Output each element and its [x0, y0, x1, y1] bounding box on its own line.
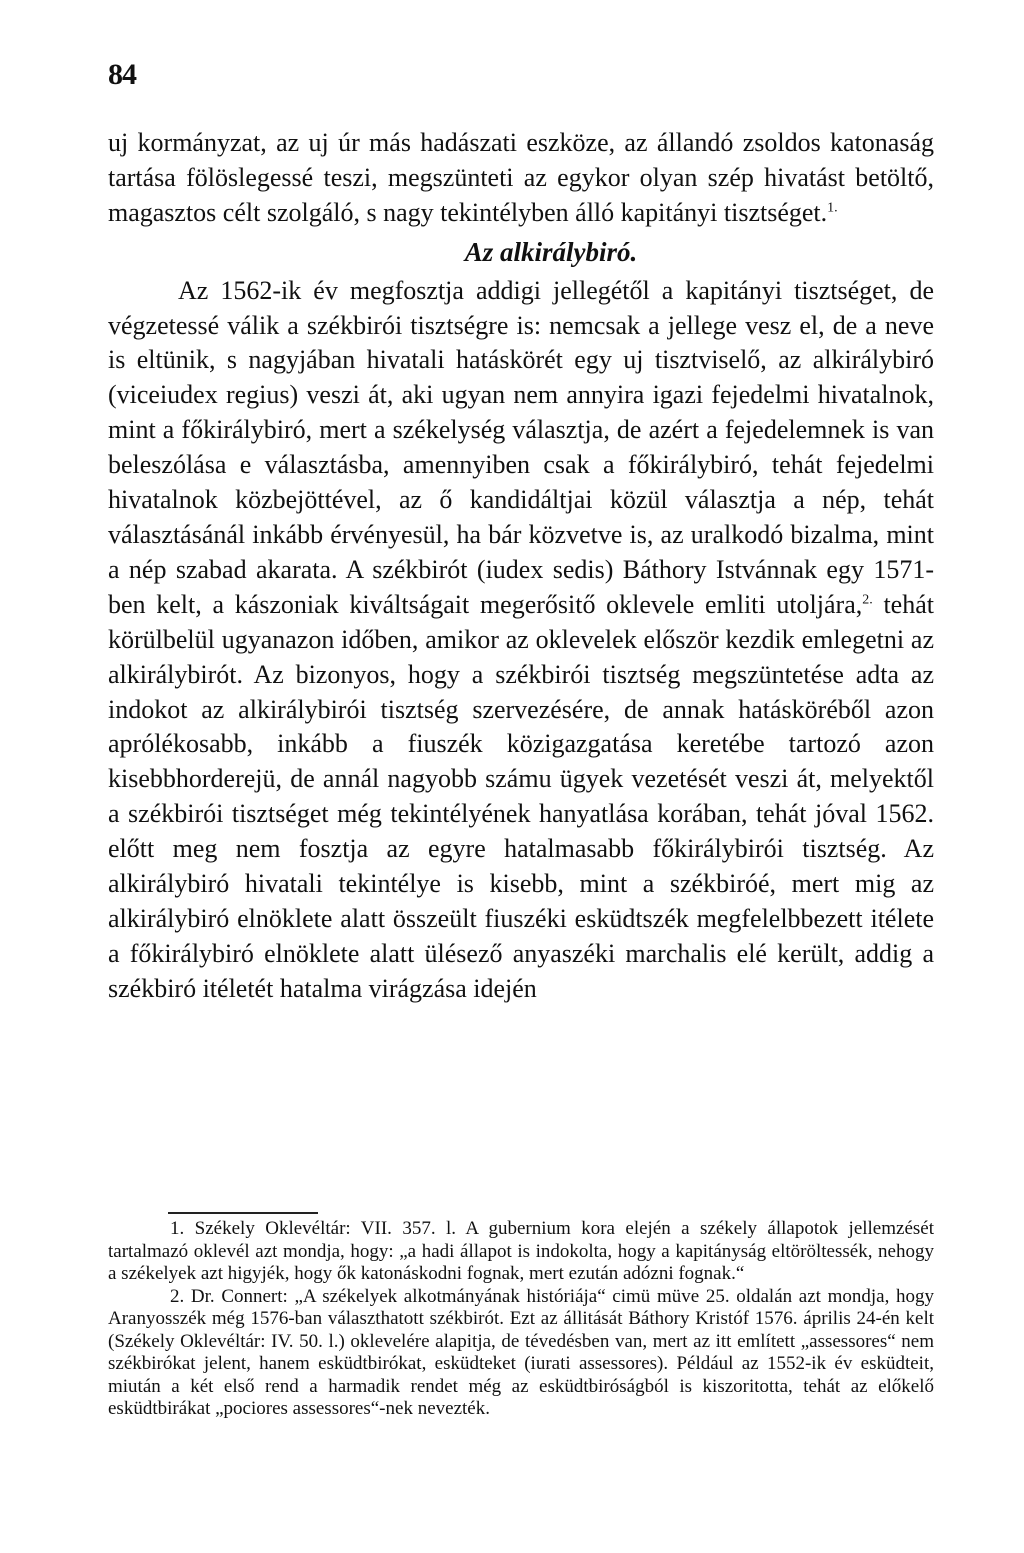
footnote-2: 2. Dr. Connert: „A székelyek alkotmányának históriája“ cimü müve 25. oldalán azt mondja, hogy Aranyosszék még 1576-ban választhatott székbirót. Ezt az állitását Báthory Kristóf 1576. április 24-én kelt (Székely Oklevéltár: IV. 50. l.) oklevelére alapitja, de tévedésben van, mert az itt említett „assessores“ nem székbirókat jelent, hanem esküdtbirókat, esküdteket (iurati assessores). Például az 1552-ik év esküdteit, miután a két első rend a harmadik rendet még az esküdtbiróságból is kiszoritotta, tehát az előkelő esküdtbirákat „pociores assessores“-nek nevezték. — [108, 1285, 934, 1419]
footnote-ref-1: 1. — [827, 200, 838, 216]
paragraph-1 — [108, 126, 934, 231]
footnote-ref-2: 2. — [862, 592, 873, 608]
paragraph-2-text-a: Az 1562-ik év megfosztja addigi jellegétől a kapitányi tisztséget, de végzetessé válik a székbirói tisztségre is: nemcsak a jellege vesz el, de a neve is eltünik, s nagyjában hivatali hatáskörét egy uj tisztviselő, az alkirálybiró (viceiudex regius) veszi át, aki ugyan nem annyira igazi fejedelmi hivatalnok, mint a főkirálybiró, mert a székelység választja, de azért a fejedelemnek is van beleszólása e választásba, amennyiben csak a főkirálybiró, tehát fejedelmi hivatalnok közbejöttével, az ő kandidáltjai közül választja a nép, tehát választásánál inkább érvényesül, ha bár közvetve is, az uralkodó bizalma, mint a nép szabad akarata. A székbirót (iudex sedis) Báthory Istvánnak egy 1571-ben kelt, a kászoniak kiváltságait megerősitő oklevele emliti utoljára, — [108, 275, 934, 619]
page-number: 84 — [108, 58, 136, 91]
paragraph-2 — [108, 274, 934, 1007]
footnote-separator — [168, 1212, 318, 1214]
footnote-1: 1. Székely Oklevéltár: VII. 357. l. A gubernium kora elején a székely állapotok jellemzését tartalmazó oklevél azt mondja, hogy: „a hadi állapot is indokolta, hogy a kapitányság eltöröltessék, nehogy a székelyek azt higyjék, hogy ők katonáskodni fognak, mert ezután adózni fognak.“ — [108, 1218, 934, 1284]
paragraph-1-text: uj kormányzat, az uj úr más hadászati eszköze, az állandó zsoldos katonaság tartása fölöslegessé teszi, megszünteti az egykor olyan szép hivatást betöltő, magasztos célt szolgáló, s nagy tekintélyben álló kapitányi tisztséget. — [108, 128, 934, 227]
paragraph-2-text-b: tehát körülbelül ugyanazon időben, amikor az oklevelek először kezdik emlegetni az alkirálybirót. Az bizonyos, hogy a székbirói tisztség megszüntetése adta az indokot az alkirálybirói tisztség szervezésére, de annak hatásköréből azon aprólékosabb, inkább a fiuszék közigazgatása keretébe tartozó azon kisebbhorderejü, de annál nagyobb számu ügyek vezetését veszi át, melyektől a székbirói tisztséget még tekintélyének hanyatlása korában, tehát jóval 1562. előtt meg nem fosztja az egyre hatalmasabb főkirálybirói tisztség. Az alkirálybiró hivatali tekintélye is kisebb, mint a székbiróé, mert mig az alkirálybiró elnöklete alatt összeült fiuszéki esküdtszék megfelelbbezett itélete a főkirálybiró elnöklete alatt ülésező anyaszéki marchalis elé került, addig a székbiró itéletét hatalma virágzása idején — [108, 589, 934, 1003]
section-heading: Az alkirálybiró. — [464, 236, 638, 267]
footnotes — [108, 1218, 934, 1421]
main-text — [108, 126, 934, 1007]
